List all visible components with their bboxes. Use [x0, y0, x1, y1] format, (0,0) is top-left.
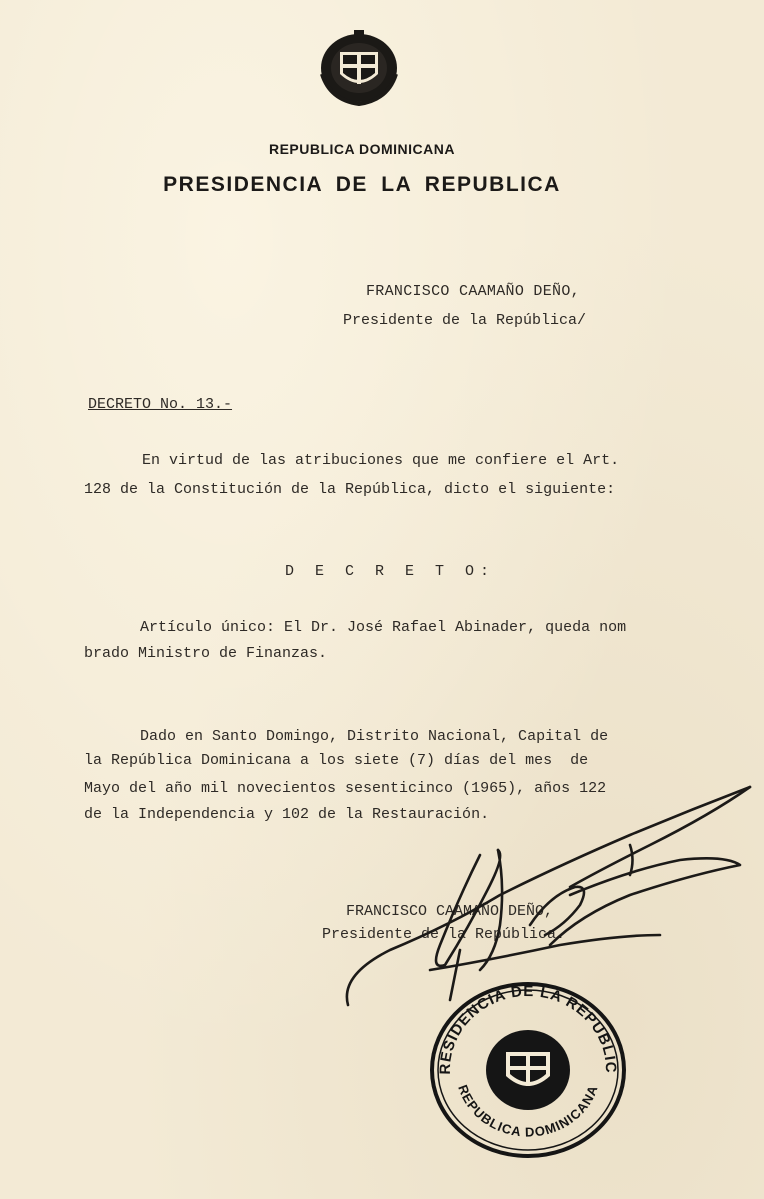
issuer-name: FRANCISCO CAAMAÑO DEÑO,	[366, 283, 580, 300]
signature-title: Presidente de la República.	[322, 926, 566, 943]
given-at-line: Mayo del año mil novecientos sesenticinco (1965), años 122	[84, 780, 607, 797]
decree-number: DECRETO No. 13.-	[88, 396, 233, 413]
preamble-line: 128 de la Constitución de la República, dicto el siguiente:	[84, 481, 616, 498]
given-at-line: de la Independencia y 102 de la Restauración.	[84, 806, 490, 823]
seal-coat-of-arms-icon	[486, 1030, 570, 1110]
given-at-line: Dado en Santo Domingo, Distrito Nacional, Capital de	[140, 728, 609, 745]
signature-name: FRANCISCO CAAMAÑO DEÑO,	[346, 903, 554, 920]
issuer-title: Presidente de la República/	[343, 312, 587, 329]
coat-of-arms-emblem	[318, 24, 400, 106]
article-line: brado Ministro de Finanzas.	[84, 645, 328, 662]
seal-bottom-text: REPUBLICA DOMINICANA	[455, 1082, 601, 1140]
seal-top-text: PRESIDENCIA DE LA REPUBLICA	[422, 965, 620, 1075]
article-line: Artículo único: El Dr. José Rafael Abinader, queda nom	[140, 619, 627, 636]
office-heading: PRESIDENCIA DE LA REPUBLICA	[163, 173, 561, 196]
given-at-line: la República Dominicana a los siete (7) días del mes de	[84, 752, 589, 769]
country-heading: REPUBLICA DOMINICANA	[268, 141, 456, 157]
presidential-seal-stamp	[422, 965, 628, 1158]
decree-title: D E C R E T O:	[285, 563, 496, 580]
preamble-line: En virtud de las atribuciones que me confiere el Art.	[142, 452, 620, 469]
